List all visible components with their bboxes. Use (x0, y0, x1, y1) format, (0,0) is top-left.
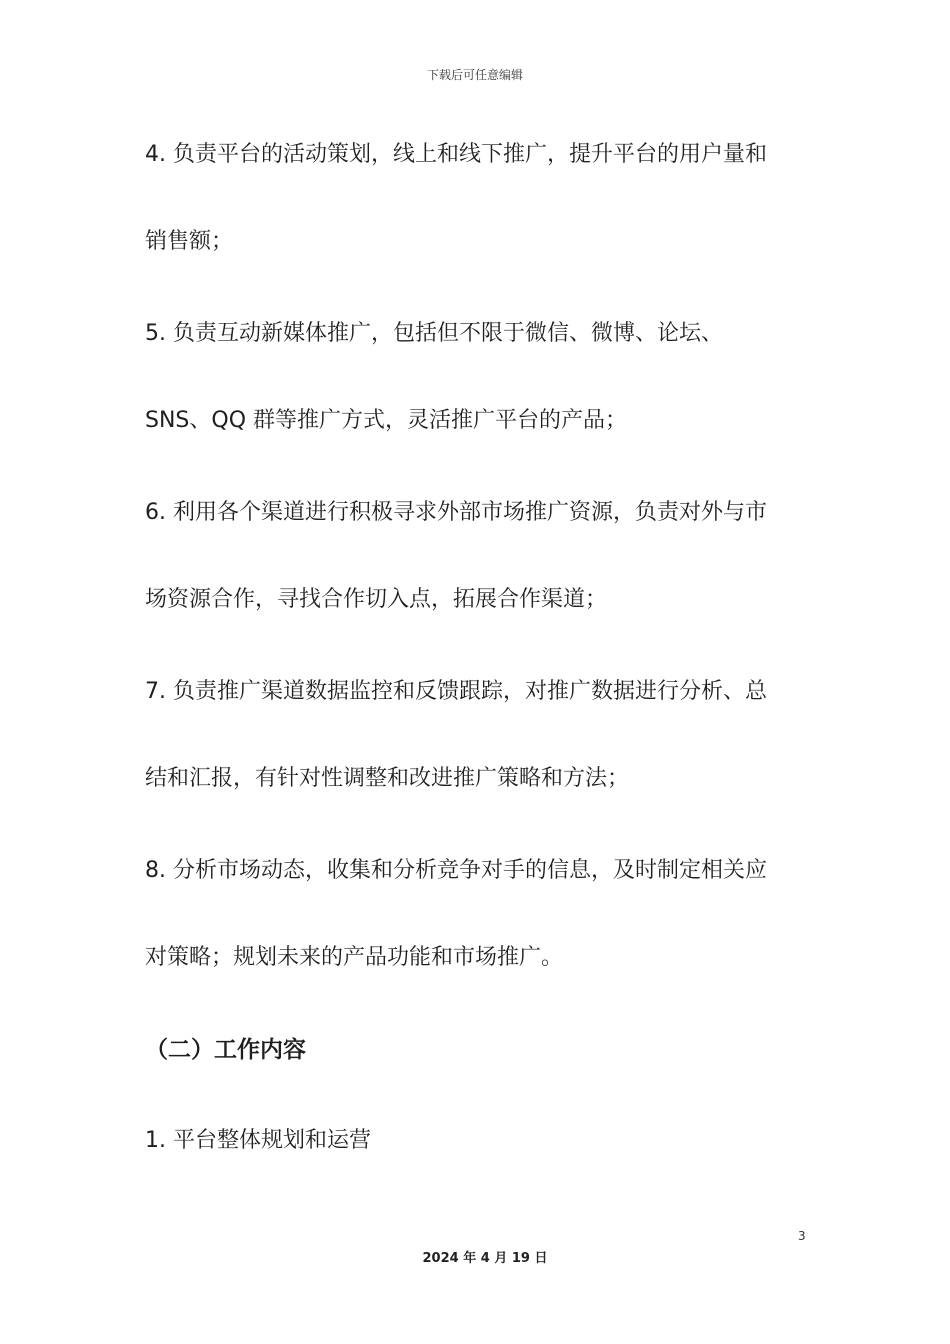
page-number: 3 (798, 1229, 806, 1243)
section-heading: （二）工作内容 (145, 1037, 306, 1063)
paragraph-line: 场资源合作，寻找合作切入点，拓展合作渠道； (145, 587, 608, 612)
paragraph-line: 对策略；规划未来的产品功能和市场推广。 (145, 945, 564, 970)
paragraph-line: 6. 利用各个渠道进行积极寻求外部市场推广资源，负责对外与市 (145, 500, 767, 525)
paragraph-line: 5. 负责互动新媒体推广，包括但不限于微信、微博、论坛、 (145, 321, 723, 346)
paragraph-line: 7. 负责推广渠道数据监控和反馈跟踪，对推广数据进行分析、总 (145, 679, 767, 704)
list-item: 1. 平台整体规划和运营 (145, 1128, 371, 1153)
paragraph-line: SNS、QQ 群等推广方式，灵活推广平台的产品； (145, 408, 628, 433)
footer-date: 2024 年 4 月 19 日 (422, 1251, 548, 1266)
paragraph-line: 4. 负责平台的活动策划，线上和线下推广，提升平台的用户量和 (145, 142, 767, 167)
paragraph-line: 结和汇报，有针对性调整和改进推广策略和方法； (145, 766, 630, 791)
paragraph-line: 8. 分析市场动态，收集和分析竞争对手的信息，及时制定相关应 (145, 858, 767, 883)
paragraph-line: 销售额； (145, 229, 234, 254)
page-header: 下载后可任意编辑 (426, 68, 523, 82)
